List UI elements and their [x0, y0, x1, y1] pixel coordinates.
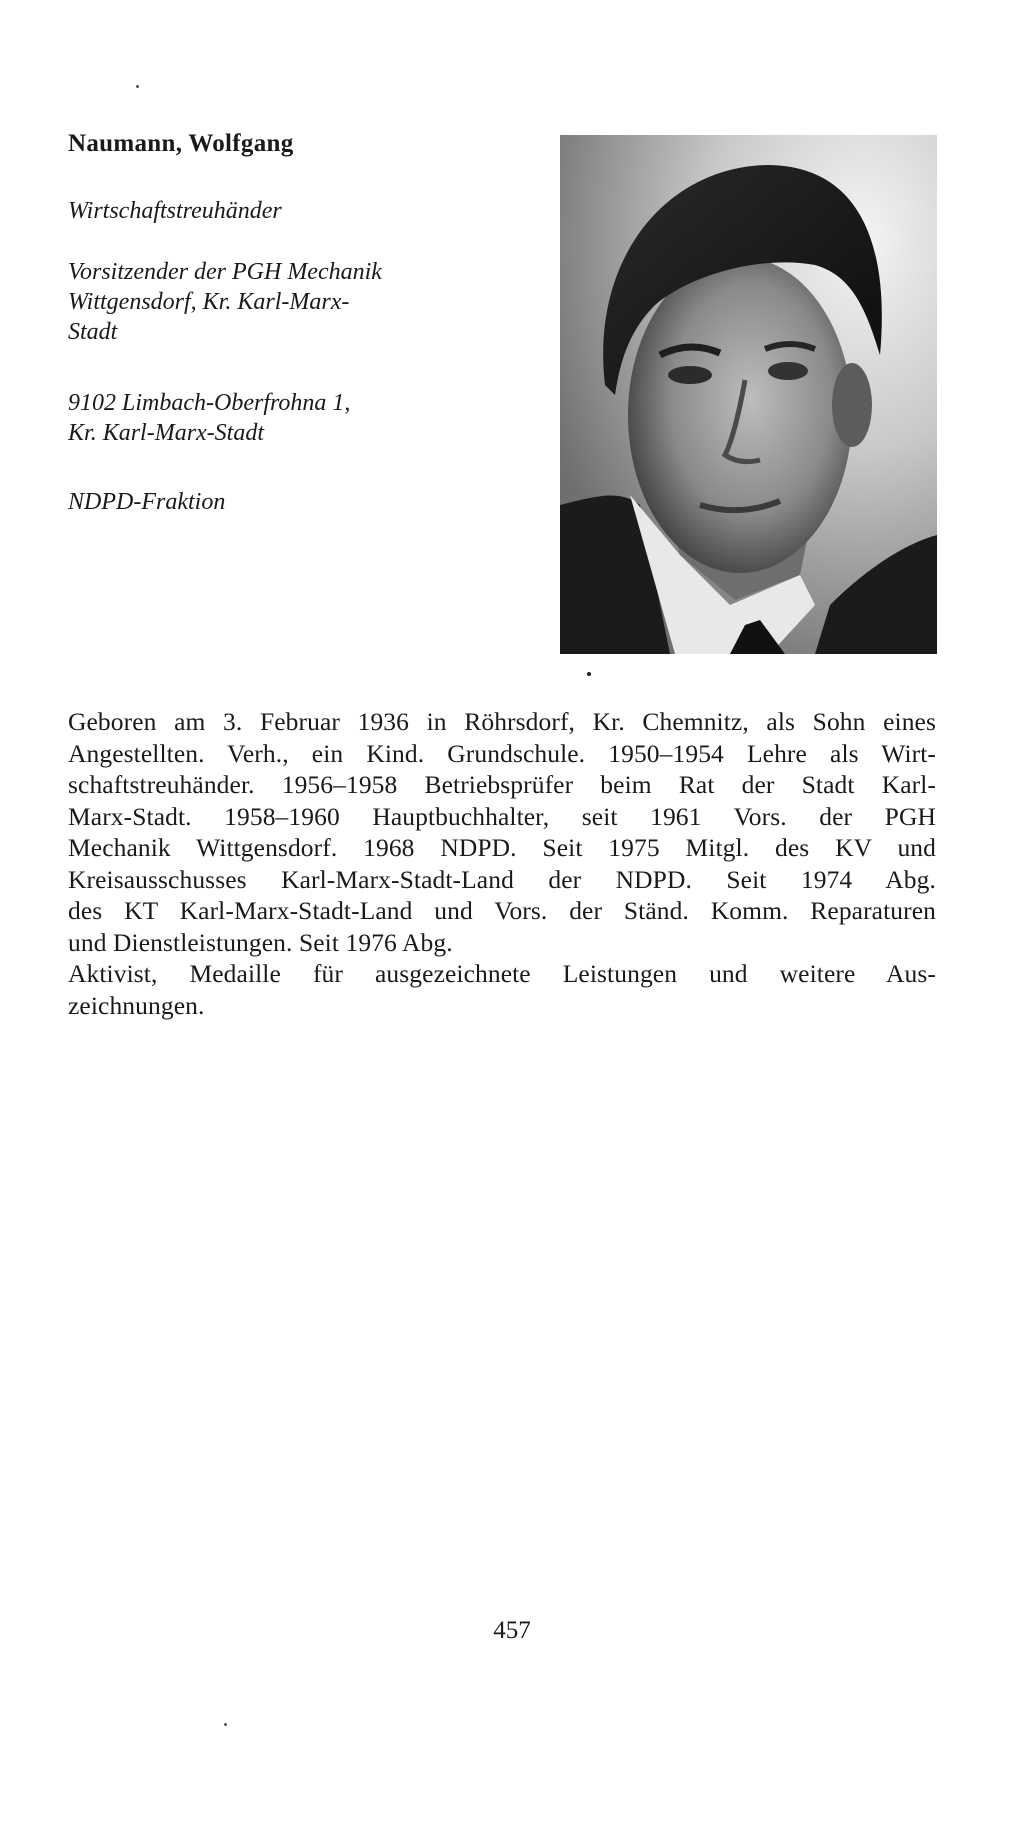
biography-line: und Dienstleistungen. Seit 1976 Abg. — [68, 927, 453, 957]
address-line: 9102 Limbach-Oberfrohna 1, — [68, 390, 351, 416]
scan-speck — [224, 1723, 227, 1726]
biography-line: Marx-Stadt. 1958–1960 Hauptbuchhalter, seit 1961 Vors. der PGH — [68, 801, 936, 831]
scan-speck — [136, 85, 139, 88]
biography-line: zeichnungen. — [68, 990, 205, 1020]
position-line: Wittgensdorf, Kr. Karl-Marx- — [68, 289, 350, 315]
biography-line: des KT Karl-Marx-Stadt-Land und Vors. der Ständ. Komm. Reparaturen — [68, 896, 936, 925]
biography-line: Mechanik Wittgensdorf. 1968 NDPD. Seit 1975 Mitgl. des KV und — [68, 833, 936, 862]
biography-line: Geboren am 3. Februar 1936 in Röhrsdorf, Kr. Chemnitz, als Sohn eines — [68, 707, 936, 736]
scan-speck — [587, 672, 591, 676]
address-block — [68, 388, 350, 448]
address-line: Kr. Karl-Marx-Stadt — [68, 420, 265, 446]
biography-line: schaftstreuhänder. 1956–1958 Betriebsprüfer beim Rat der Stadt Karl- — [68, 770, 936, 799]
page-number: 457 — [493, 1617, 531, 1644]
portrait-photo — [560, 135, 937, 654]
position-line: Stadt — [68, 319, 118, 345]
faction: NDPD-Fraktion — [68, 489, 226, 515]
position-block — [68, 257, 382, 347]
position-line: Vorsitzender der PGH Mechanik — [68, 259, 382, 285]
biography-line: Aktivist, Medaille für ausgezeichnete Leistungen und weitere Aus- — [68, 959, 936, 988]
biography-line: Kreisausschusses Karl-Marx-Stadt-Land der NDPD. Seit 1974 Abg. — [68, 864, 936, 894]
biography — [68, 706, 936, 1021]
person-name: Naumann, Wolfgang — [68, 130, 294, 157]
occupation: Wirtschaftstreuhänder — [68, 198, 282, 224]
biography-line: Angestellten. Verh., ein Kind. Grundschule. 1950–1954 Lehre als Wirt- — [68, 738, 936, 768]
